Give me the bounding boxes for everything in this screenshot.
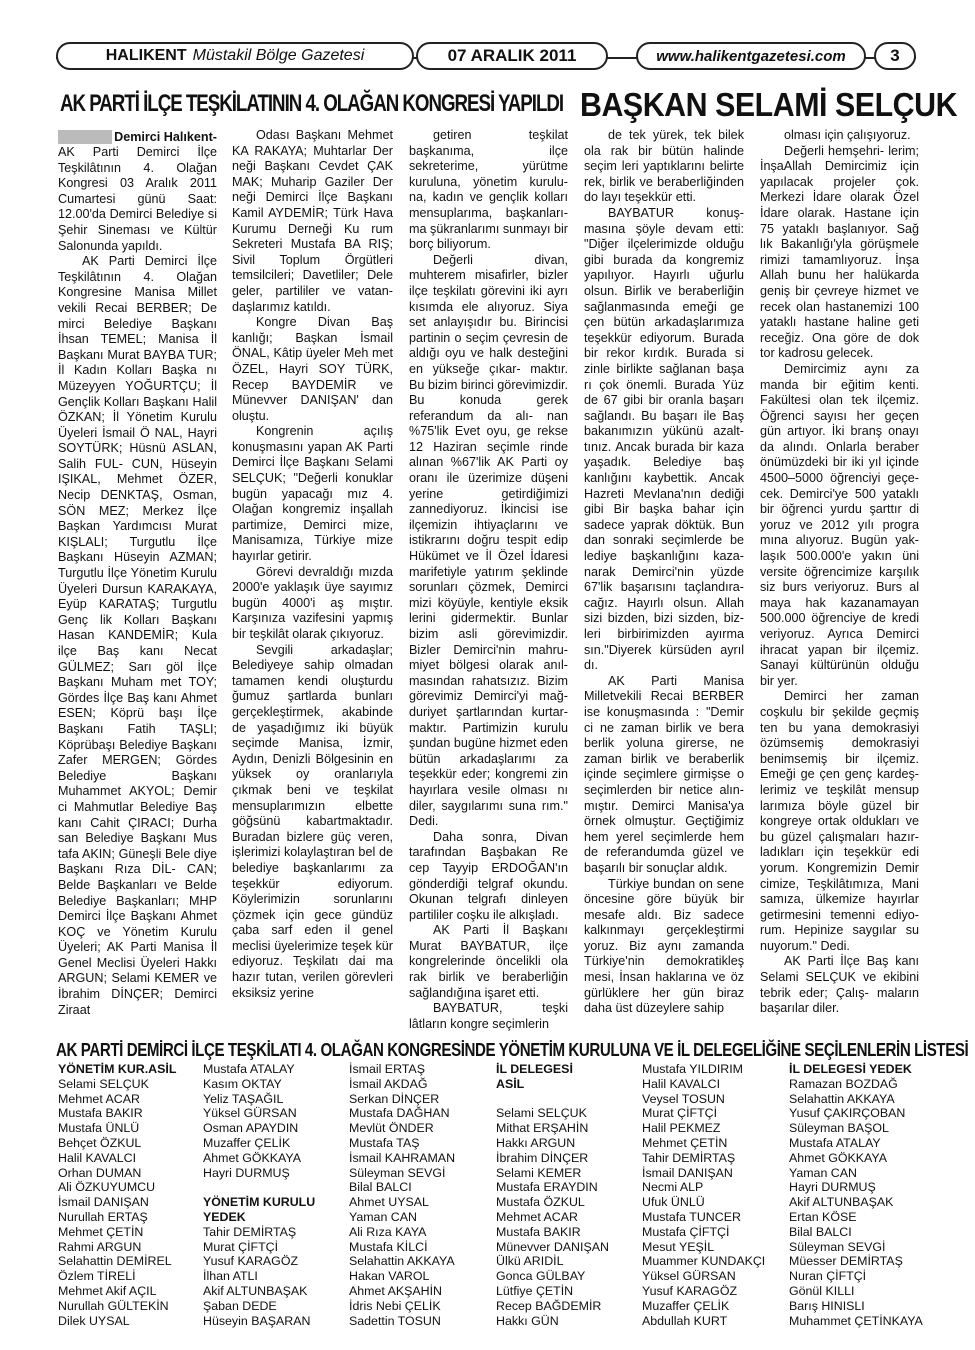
list-name: Muammer KUNDAKÇI	[642, 1254, 766, 1269]
list-heading: İL DELEGESİ	[496, 1062, 573, 1076]
article-paragraph: Sevgili arkadaşlar; Belediyeye sahip olmadan tamamen kendi oluşturdu ğumuz şartlarda bunları gerçekleştirmek, akabinde de yaşadığımız iki büyük seçimde Manisa, İzmir, Aydın, Denizli Bölgesinin en yüksek oy oranlarıyla çıkmak beni ve teşkilat mensuplarımızın elbette göğsünü kabartmaktadır. Buradan bizlere güç veren, işlerimizi kolaylaştıran bel de belediye başkanlarımı za teşekkür ediyorum. Köylerimizin sorunlarını çözmek için gece gündüz çaba sarf eden il genel meclisi üyelerimize teşek kür ediyoruz. Teşkilatı dai ma hazır tutan, verilen görevleri eksiksiz yerine	[232, 642, 393, 1000]
list-name: Ertan KÖSE	[789, 1209, 857, 1224]
list-name: Ufuk ÜNLÜ	[642, 1195, 705, 1210]
newspaper-brand: HALIKENT	[105, 47, 187, 64]
list-name: Halil KAVALCI	[58, 1150, 137, 1165]
article-paragraph: getiren teşkilat başkanıma, ilçe sekreterime, yürütme kuruluna, yönetim kurulu- na, kadın ve gençlik kolları mensuplarıma, başkanları- ma şükranlarımı sunmayı bir borç biliyorum.	[409, 128, 568, 252]
list-name: Ali ÖZKUYUMCU	[58, 1180, 156, 1195]
article-column-3	[409, 128, 568, 1032]
article-paragraph: Görevi devraldığı mızda 2000'e yaklaşık üye sayımız bugün 4000'i aş mıştır. Karşınıza vazifesini yapmış bir teşkilât olarak çıkıyoruz.	[232, 564, 393, 641]
list-name: Kasım OKTAY	[203, 1076, 282, 1091]
list-name: Yaman CAN	[349, 1209, 417, 1224]
list-name: Mehmet ÇETİN	[58, 1224, 144, 1239]
headline	[60, 86, 958, 130]
article-paragraph: BAYBATUR konuş- masına şöyle devam etti: "Diğer ilçelerimizde olduğu gibi burada da kongremiz yapılıyor. Hayırlı uğurlu olsun. Birlik ve beraberliğin sağlanmasında emeği ge çen bütün arkadaşlarımıza teşekkür ediyorum. Burada bir rekor kırdık. Burada si zinle birlikte sağlanan başa rı çok önemli. Burada Yüz de 67 gibi bir oranla başarı sağlandı. Bu başarı ile Baş bakanımızın yükünü azalt- tınız. Ancak burada bir kaza yaşadık. Belediye baş kanlığını kaybettik. Ancak Hazreti Mevlana'nın dediği gibi Bir başka bahar için sadece yaprak döktük. Bun dan sonraki seçimlerde be lediye başkanlığını kaza- narak Demirci'nin yüzde 67'lik başarısını taçlandıra- cağız. Hayırlı olsun. Allah sizi bizden, bizi sizden, biz- leri birbirimizden ayırma sın."Diyerek kürsüden ayrıl dı.	[584, 205, 744, 673]
list-name: Yusuf ÇAKIRÇOBAN	[789, 1106, 906, 1121]
article-column-4	[584, 128, 744, 1017]
newspaper-subtitle: Müstakil Bölge Gazetesi	[192, 47, 365, 64]
list-name: Recep BAĞDEMİR	[496, 1298, 602, 1313]
list-name: Muhammet ÇETİNKAYA	[789, 1313, 923, 1328]
list-name: Dilek UYSAL	[58, 1313, 130, 1328]
list-name: Mustafa ÜNLÜ	[58, 1121, 140, 1136]
article-paragraph: Odası Başkanı Mehmet KA RAKAYA; Muhtarlar Der neği Başkanı Cevdet ÇAK MAK; Muharip Gaziler Der neği Demirci İlçe Başkanı Kamil AYDEMİR; Türk Hava Kurumu Derneği Ku rum Sekreteri Mustafa BA RIŞ; Sivil Toplum Örgütleri temsilcileri; Davetliler; Dele geler, partililer ve vatan- daşlarımız katıldı.	[232, 128, 393, 314]
article-paragraph: Değerli divan, muhterem misafirler, bizler ilçe teşkilatı görevini iki ayrı kısımda ele alıyoruz. Siya set anlayışıdır bu. Birincisi partinin o seçim çevresin de aldığı oyu ve halk desteğini en yükseğe çıkar- maktır. Bu bizim birinci görevimizdir. Bu konuda gerek referandum da alı- nan %75'lik Evet oyu, ge rekse 12 Haziran seçimle rinde alınan %67'lik AK Parti oy oranı ile üzerimize düşeni yerine getirdiğimizi zannediyoruz. İkincisi ise ilçemizin ihtiyaçlarını ve istikrarını doğru tespit edip Hükümet ve İl Özel İdaresi marifetiyle yatırım şeklinde sorunları çözmek, Demirci mizi köyüyle, kentiyle eksik lerini gidermektir. Bunlar bizim asli görevimizdir. Bizler Demirci'nin mahru- miyet bölgesi olarak anıl- masından rahatsızız. Bizim görevimiz Demirci'yi mağ- duriyet şartlarından kurtar- maktır. Partimizin kurulu şundan bugüne hizmet eden bütün arkadaşlarımı za teşekkür eder; kongremi zin hayırlara vesile olması nı diler, saygılarımı suna rım." Dedi.	[409, 252, 568, 829]
list-name: Nurullah GÜLTEKİN	[58, 1298, 169, 1313]
list-name: Gonca GÜLBAY	[496, 1269, 586, 1284]
list-name: Mustafa ERAYDIN	[496, 1180, 598, 1195]
column-paragraphs	[58, 145, 217, 1018]
list-name: Münevver DANIŞAN	[496, 1239, 609, 1254]
list-name: Özlem TİRELİ	[58, 1269, 136, 1284]
list-name: Akif ALTUNBAŞAK	[789, 1195, 894, 1210]
list-name: İlhan ATLI	[203, 1269, 258, 1284]
website-link[interactable]: www.halikentgazetesi.com	[636, 42, 866, 70]
list-name: Süleyman SEVGİ	[349, 1165, 446, 1180]
name-list-column	[349, 1062, 455, 1328]
list-name: Müesser DEMİRTAŞ	[789, 1254, 903, 1269]
article-paragraph: AK Parti Demirci İlçe Teşkilâtının 4. Olağan Kongresine Manisa Millet vekili Recai BERBER; De mirci Belediye Başkanı İhsan TEMEL; Manisa İl Başkanı Murat BAYBA TUR; İl Kadın Kolları Başka nı Müzeyyen YOĞURTÇU; İl Gençlik Kolları Başkanı Halil ÖZKAN; İl Yönetim Kurulu Üyeleri İsmail Ö NAL, Hayri SOYTÜRK; Hüsnü ASLAN, Salih FUL- CUN, Hüseyin IŞIKAL, Mehmet ÖZER, Necip DENKTAŞ, Osman, SÖN MEZ; Merkez İlçe Başkan Yardımcısı Murat KIŞLALI; Turgutlu İlçe Başkanı Hüseyin AZMAN; Turgutlu İlçe Yönetim Kurulu Üyeleri Dursun KARAKAYA, Eyüp KARATAŞ; Turgutlu Genç lik Kolları Başkanı Hasan KANDEMİR; Kula ilçe Baş kanı Necat GÜLMEZ; Sarı göl İlçe Başkanı Muham met TOY; Gördes İlçe Baş kanı Ahmet ESEN; Köprü başı İlçe Başkanı Fatih TAŞLI; Köprübaşı Belediye Başkanı Zafer MERGEN; Gördes Belediye Başkanı Muhammet AKYOL; Demir ci Mahmutlar Belediye Baş kanı Cahit ÇIRACI; Durha san Belediye Başkanı Mus tafa AKIN; Güneşli Bele diye Başkanı Rıza DİL- CAN; Belde Başkanları ve Belde Belediye Başkanları; MHP Demirci İlçe Başkanı Ahmet KOÇ ve Yönetim Kurulu Üyeleri; AK Parti Manisa İl Genel Meclisi Üyeleri Hakkı ARGUN; Selami KEMER ve İbrahim DİNÇER; Demirci Ziraat	[58, 254, 217, 1017]
name-list-column	[789, 1062, 923, 1328]
list-name: Nuran ÇİFTÇİ	[789, 1269, 867, 1284]
column-paragraphs	[760, 128, 919, 1017]
list-name: Yusuf KARAGÖZ	[642, 1283, 738, 1298]
list-name: Yüksel GÜRSAN	[203, 1106, 297, 1121]
dateline: Demirci Halıkent-	[114, 130, 217, 144]
list-name: Mehmet ÇETİN	[642, 1135, 728, 1150]
list-name: İsmail ERTAŞ	[349, 1062, 425, 1076]
list-name: Mustafa DAĞHAN	[349, 1106, 450, 1121]
list-name: Mehmet ACAR	[496, 1209, 578, 1224]
list-name: Osman APAYDIN	[203, 1121, 299, 1136]
list-name: Abdullah KURT	[642, 1313, 728, 1328]
list-name: Mustafa KİLCİ	[349, 1239, 428, 1254]
list-name: Mustafa ÖZKUL	[496, 1195, 585, 1210]
list-name: İsmail DANIŞAN	[58, 1195, 149, 1210]
list-name: Mesut YEŞİL	[642, 1239, 715, 1254]
list-name: Mustafa TAŞ	[349, 1135, 420, 1150]
list-name: Yaman CAN	[789, 1165, 857, 1180]
article-paragraph: de tek yürek, tek bilek ola rak bir bütün halinde seçim leri yaptıklarını belirte rek, birlik ve beraberliğinden do layı teşekkür etti.	[584, 128, 744, 205]
column-paragraphs	[232, 128, 393, 1001]
article-paragraph: Türkiye bundan on sene öncesine göre büyük bir mesafe aldı. Biz sadece kalkınmayı gerçekleştirmi yoruz. Biz aynı zamanda Türkiye'nin demokratikleş mesi, İnsan haklarına ve öz gürlüklere her gün biraz daha üst düzeylere sahip	[584, 876, 744, 1016]
list-name: Sadettin TOSUN	[349, 1313, 441, 1328]
list-name: Yüksel GÜRSAN	[642, 1269, 736, 1284]
list-name: Halil KAVALCI	[642, 1076, 721, 1091]
list-name: Mustafa BAKIR	[496, 1224, 581, 1239]
article-paragraph: Değerli hemşehri- lerim; İnşaAllah Demircimiz için yapılacak projeler çok. Merkezi İdare olarak Özel İdare olarak. Hastane için 75 yataklı başlanıyor. Sağ lık Bakanlığı'yla görüşmele rimizi tamamlıyoruz. İnşa Allah bunu her halükarda geniş bir çevreye hizmet ve recek olan hastanemizi 100 yataklı hastane haline geti receğiz. Ona göre de dok tor kadrosu gelecek.	[760, 143, 919, 361]
list-name: Muzaffer ÇELİK	[203, 1135, 291, 1150]
list-name: Ahmet GÖKKAYA	[203, 1150, 302, 1165]
newspaper-name-box	[56, 42, 414, 70]
list-name: Mustafa ATALAY	[203, 1062, 295, 1076]
list-name: Rahmi ARGUN	[58, 1239, 142, 1254]
list-name: Ahmet GÖKKAYA	[789, 1150, 888, 1165]
list-title: AK PARTİ DEMİRCİ İLÇE TEŞKİLATI 4. OLAĞAN KONGRESİNDE YÖNETİM KURULUNA VE İL DELEGELİĞİNE SEÇİLENLERİN LİSTESİ	[56, 1040, 969, 1060]
list-name: Murat ÇİFTÇİ	[203, 1239, 279, 1254]
column-paragraphs	[409, 128, 568, 1032]
list-name: Ülkü ARIDİL	[496, 1254, 564, 1269]
list-name: Tahir DEMİRTAŞ	[642, 1150, 736, 1165]
article-paragraph: Kongrenin açılış konuşmasını yapan AK Parti Demirci İlçe Başkanı Selami SELÇUK; "Değerli konuklar bugün yapacağı mız 4. Olağan kongremiz inşallah partimize, Demirci mize, Manisamıza, Türkiye mize hayırlar getirir.	[232, 424, 393, 564]
list-name: Süleyman SEVGİ	[789, 1239, 886, 1254]
list-name: Orhan DUMAN	[58, 1165, 142, 1180]
list-name: Bilal BALCI	[349, 1180, 412, 1195]
list-name: Yeliz TAŞAĞIL	[203, 1091, 284, 1106]
article-paragraph: Daha sonra, Divan tarafından Başbakan Re cep Tayyip ERDOĞAN'ın gönderdiği telgraf okundu. Okunan telgrafı dinleyen partililer coşku ile alkışladı.	[409, 829, 568, 922]
list-name: Gönül KILLI	[789, 1283, 855, 1298]
list-name: Nurullah ERTAŞ	[58, 1209, 148, 1224]
article-paragraph: olması için çalışıyoruz.	[784, 128, 911, 142]
list-name: Süleyman BAŞOL	[789, 1121, 889, 1136]
list-heading: YÖNETİM KURULU	[203, 1195, 316, 1210]
list-name: İsmail DANIŞAN	[642, 1165, 733, 1180]
list-name: Mustafa YILDIRIM	[642, 1062, 743, 1076]
list-name: Ramazan BOZDAĞ	[789, 1076, 898, 1091]
list-heading: ASİL	[496, 1076, 525, 1091]
list-heading: YEDEK	[203, 1209, 246, 1224]
list-name: Barış HINISLI	[789, 1298, 865, 1313]
list-name: Mevlüt ÖNDER	[349, 1121, 434, 1136]
article-paragraph: Demirci her zaman coşkulu bir şekilde geçmiş ten bu yana demokrasiyi özümsemiş demokrasiyi benimsemiş bir ilçemiz. Emeği ge çen genç kardeş- lerimiz ve teşkilât mensup larımıza böyle güzel bir kongreye ortak oldukları ve bu güzel çalışmaları hazır- ladıkları için teşekkür edi yorum. Kongremizin Demir cimize, Teşkilâtımıza, Mani samıza, ülkemize hayırlar getirmesini temenni ediyo- rum. Hepinize saygılar su nuyorum." Dedi.	[760, 689, 919, 953]
list-name: Mustafa BAKIR	[58, 1106, 143, 1121]
list-name: Hakkı GÜN	[496, 1313, 559, 1328]
name-list-column	[203, 1062, 315, 1328]
list-name: Selahattin DEMİREL	[58, 1254, 172, 1269]
list-name: Hüseyin BAŞARAN	[203, 1313, 311, 1328]
list-name: Veysel TOSUN	[642, 1091, 725, 1106]
list-name: Yusuf KARAGÖZ	[203, 1254, 299, 1269]
list-heading: İL DELEGESİ YEDEK	[789, 1062, 912, 1076]
list-name: Muzaffer ÇELİK	[642, 1298, 730, 1313]
list-name: Tahir DEMİRTAŞ	[203, 1224, 297, 1239]
list-spacer	[203, 1180, 315, 1195]
list-name: Ali Rıza KAYA	[349, 1224, 427, 1239]
list-name: Hayri DURMUŞ	[789, 1180, 876, 1195]
list-spacer	[496, 1092, 609, 1107]
list-name: Mustafa ATALAY	[789, 1135, 881, 1150]
list-name: Hakkı ARGUN	[496, 1135, 576, 1150]
list-name: Serkan DİNÇER	[349, 1091, 440, 1106]
list-name: Mustafa TUNCER	[642, 1209, 741, 1224]
list-heading: YÖNETİM KUR.ASİL	[58, 1062, 177, 1076]
name-list-column	[496, 1062, 609, 1328]
list-name: Selami KEMER	[496, 1165, 582, 1180]
list-name: Mithat ERŞAHİN	[496, 1121, 589, 1136]
list-name: İdris Nebi ÇELİK	[349, 1298, 441, 1313]
list-name: Bilal BALCI	[789, 1224, 852, 1239]
list-name: Mehmet ACAR	[58, 1091, 140, 1106]
headline-main: AK PARTİ İLÇE TEŞKİLATININ 4. OLAĞAN KONGRESİ YAPILDI	[60, 90, 564, 117]
article-column-2	[232, 128, 393, 1001]
article-paragraph: AK Parti Manisa Milletvekili Recai BERBER ise konuşmasında : "Demir ci ne zaman birlik ve bera berlik yoluna girerse, ne zaman birlik ve beraberlik içinde seçimlere girmişse o seçimlerden bir netice alın- mıştır. Demirci Manisa'ya örnek olmuştur. Geçtiğimiz hem yerel seçimlerde hem de referandumda güzel ve başarılı bir sonuçlar aldık.	[584, 673, 744, 875]
article-paragraph: AK Parti İl Başkanı Murat BAYBATUR, ilçe kongrelerinde öncelikli ola rak birlik ve beraberliğin sağlandığına işaret etti.	[409, 923, 568, 1000]
list-name: Akif ALTUNBAŞAK	[203, 1283, 308, 1298]
article-column-5	[760, 128, 919, 1017]
lead-bar	[58, 130, 217, 144]
list-name: Şaban DEDE	[203, 1298, 277, 1313]
article-column-1	[58, 128, 217, 1018]
list-name: Mehmet Akif AÇIL	[58, 1283, 157, 1298]
article-paragraph: BAYBATUR, teşki lâtların kongre seçimlerin	[409, 1001, 568, 1031]
list-name: Selami SELÇUK	[496, 1106, 587, 1121]
article-paragraph: Kongre Divan Baş kanlığı; Başkan İsmail ÖNAL, Kâtip üyeler Meh met ÖZEL, Hayri SOY TÜRK, Recep BAYDEMİR ve Münevver DANIŞAN' dan oluştu.	[232, 315, 393, 423]
list-name: İsmail KAHRAMAN	[349, 1150, 456, 1165]
article-paragraph: AK Parti İlçe Baş kanı Selami SELÇUK ve ekibini tebrik eder; Çalış- maların başarılar diler.	[760, 954, 919, 1016]
list-name: Halil PEKMEZ	[642, 1121, 721, 1136]
list-name: Selahattin AKKAYA	[789, 1091, 895, 1106]
column-paragraphs	[584, 128, 744, 1017]
list-name: Murat ÇİFTÇİ	[642, 1106, 718, 1121]
list-name: Behçet ÖZKUL	[58, 1135, 142, 1150]
list-name: Ahmet AKŞAHİN	[349, 1283, 442, 1298]
list-name: Ahmet UYSAL	[349, 1195, 429, 1210]
list-name: İbrahim DİNÇER	[496, 1150, 589, 1165]
name-list-column	[58, 1062, 176, 1328]
list-name: Mustafa ÇİFTÇİ	[642, 1224, 730, 1239]
name-list-column	[642, 1062, 765, 1328]
masthead	[56, 38, 916, 78]
list-name: Selahattin AKKAYA	[349, 1254, 455, 1269]
article-paragraph: Demircimiz aynı za manda bir eğitim kenti. Fakültesi olan tek ilçemiz. Öğrenci sayısı her geçen gün artıyor. İki branş onayı da alındı. Onlarla beraber önümüzdeki bir iki yıl içinde 4500–5000 öğrenciyi geçe- cek. Demirci'ye 500 yataklı bir öğrenci yurdu şarttır di yoruz ve 2012 yılı progra mına alıyoruz. Bugün yak- laşık 500.000'e yakın üni versite öğrencimize karşılık siz burs veriyoruz. Burs al maya hak kazanamayan 500.000 öğrenciye de kredi veriyoruz. Ayrıca Demirci ihracat yapan bir ilçemiz. Sanayi kültürünün olduğu bir yer.	[760, 361, 919, 688]
list-name: Necmi ALP	[642, 1180, 704, 1195]
issue-date: 07 ARALIK 2011	[416, 42, 608, 70]
list-name: Hakan VAROL	[349, 1269, 430, 1284]
page-number: 3	[874, 42, 916, 70]
list-name: Hayri DURMUŞ	[203, 1165, 290, 1180]
list-name: Selami SELÇUK	[58, 1076, 149, 1091]
article-paragraph: AK Parti Demirci İlçe Teşkilâtının 4. Olağan Kongresi 03 Aralık 2011 Cumartesi günü Saat: 12.00'da Demirci Belediye si Şehir Sineması ve Kültür Salonunda yapıldı.	[58, 145, 217, 253]
headline-secondary: BAŞKAN SELAMİ SELÇUK	[580, 86, 958, 123]
list-name: Lütfiye ÇETİN	[496, 1283, 574, 1298]
list-name: İsmail AKDAĞ	[349, 1076, 428, 1091]
